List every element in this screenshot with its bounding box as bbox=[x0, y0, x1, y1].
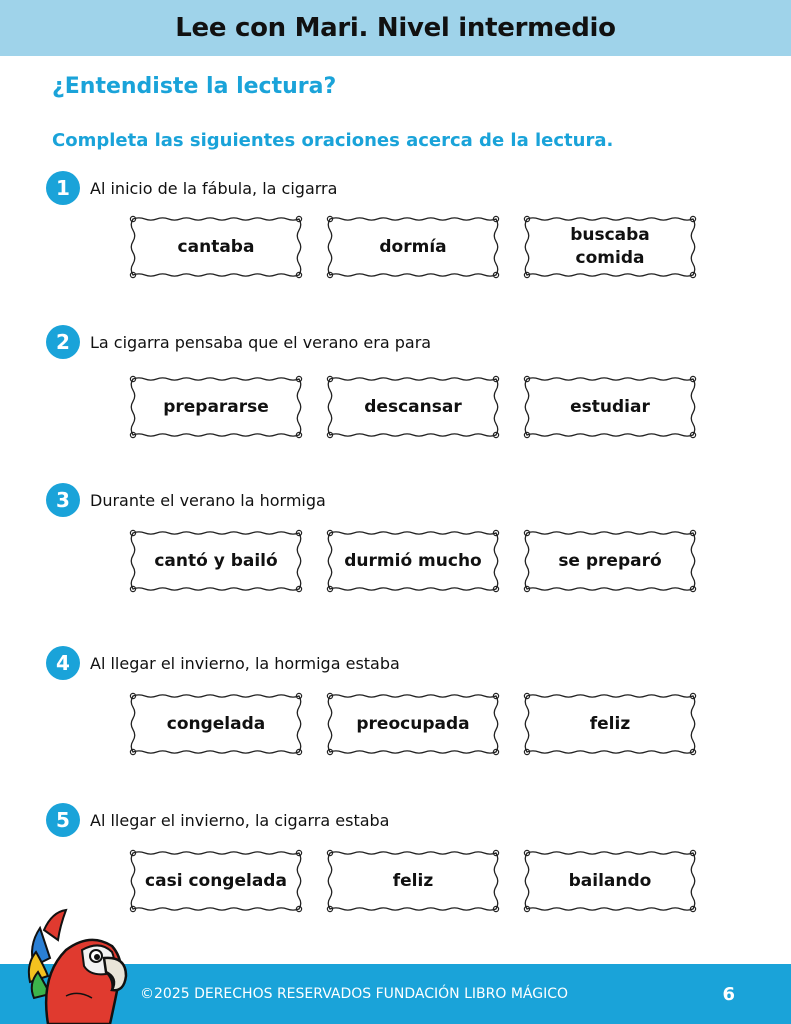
question-number-badge: 2 bbox=[46, 325, 80, 359]
answer-option[interactable]: preocupada bbox=[325, 691, 501, 757]
question-text: Al inicio de la fábula, la cigarra bbox=[90, 178, 338, 198]
question-number-badge: 3 bbox=[46, 483, 80, 517]
answer-option[interactable]: casi congelada bbox=[128, 848, 304, 914]
page-number: 6 bbox=[722, 983, 735, 1005]
section-title: ¿Entendiste la lectura? bbox=[52, 74, 337, 99]
answer-option[interactable]: cantaba bbox=[128, 214, 304, 280]
answer-option[interactable]: feliz bbox=[325, 848, 501, 914]
question-text: La cigarra pensaba que el verano era para bbox=[90, 332, 432, 352]
question-text: Al llegar el invierno, la hormiga estaba bbox=[90, 653, 400, 673]
answer-option[interactable]: congelada bbox=[128, 691, 304, 757]
instructions: Completa las siguientes oraciones acerca de la lectura. bbox=[52, 130, 614, 151]
question-number-badge: 1 bbox=[46, 171, 80, 205]
header-title: Lee con Mari. Nivel intermedio bbox=[175, 13, 616, 43]
answer-option[interactable]: bailando bbox=[522, 848, 698, 914]
parrot-mascot-icon bbox=[26, 906, 130, 1024]
question-2 bbox=[46, 324, 746, 417]
copyright-text: ©2025 DERECHOS RESERVADOS FUNDACIÓN LIBRO MÁGICO bbox=[140, 986, 568, 1002]
answer-option[interactable]: prepararse bbox=[128, 374, 304, 440]
answer-option[interactable]: dormía bbox=[325, 214, 501, 280]
answer-option[interactable]: buscaba comida bbox=[522, 214, 698, 280]
answer-option[interactable]: feliz bbox=[522, 691, 698, 757]
question-number-badge: 5 bbox=[46, 803, 80, 837]
question-text: Al llegar el invierno, la cigarra estaba bbox=[90, 810, 390, 830]
answer-option[interactable]: se preparó bbox=[522, 528, 698, 594]
question-number-badge: 4 bbox=[46, 646, 80, 680]
question-4 bbox=[46, 645, 746, 734]
answer-option[interactable]: estudiar bbox=[522, 374, 698, 440]
question-5 bbox=[46, 802, 746, 891]
answer-option[interactable]: durmió mucho bbox=[325, 528, 501, 594]
answer-option[interactable]: cantó y bailó bbox=[128, 528, 304, 594]
question-1 bbox=[46, 170, 746, 268]
answer-option[interactable]: descansar bbox=[325, 374, 501, 440]
question-3 bbox=[46, 482, 746, 571]
question-text: Durante el verano la hormiga bbox=[90, 490, 326, 510]
page-header bbox=[0, 0, 791, 56]
